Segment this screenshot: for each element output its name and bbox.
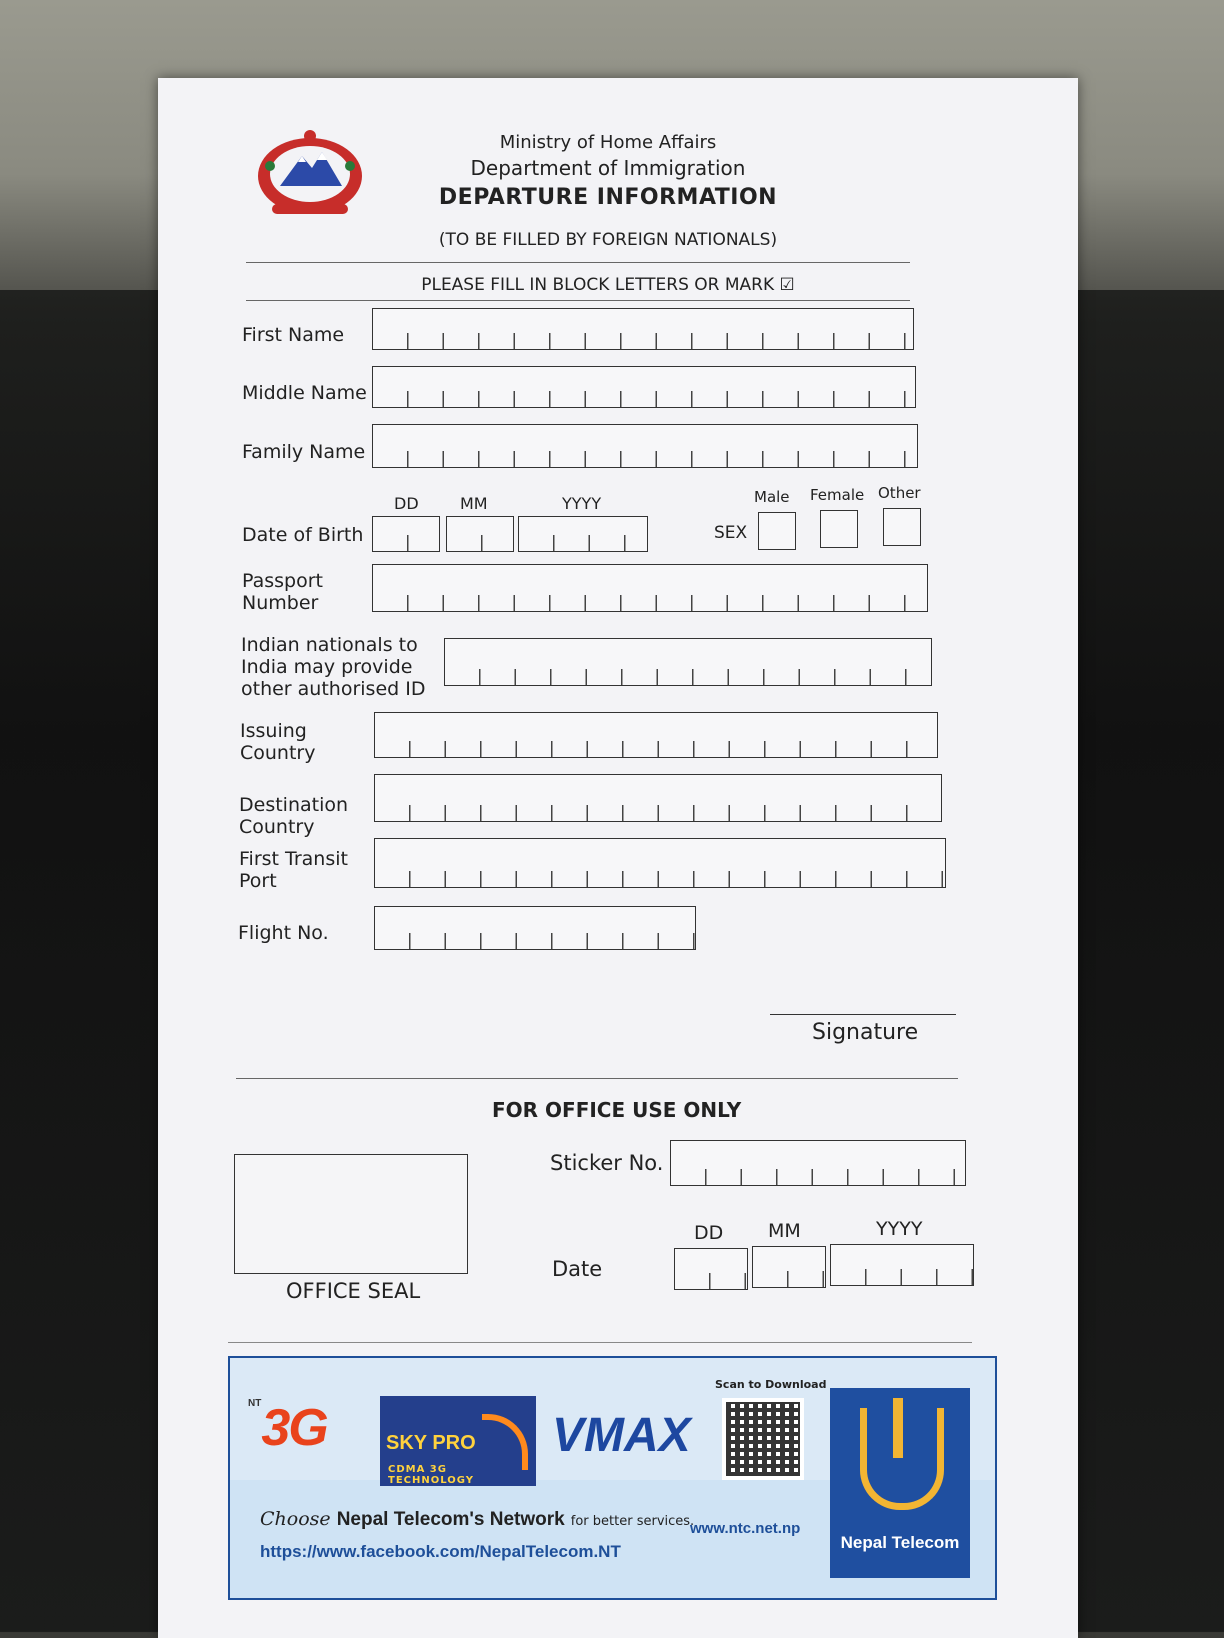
divider <box>236 1078 958 1079</box>
family-name-field[interactable] <box>372 424 918 468</box>
sticker-number-label: Sticker No. <box>550 1151 664 1175</box>
office-date-mm-label: MM <box>768 1220 801 1242</box>
destination-country-field[interactable] <box>374 774 942 822</box>
passport-label: Passport Number <box>242 570 323 614</box>
sex-label: SEX <box>714 523 748 543</box>
sex-female-checkbox[interactable] <box>820 510 858 548</box>
office-date-day-field[interactable] <box>674 1248 748 1290</box>
office-seal-label: OFFICE SEAL <box>286 1279 421 1303</box>
dob-mm-label: MM <box>460 494 488 513</box>
nepal-telecom-banner <box>228 1356 997 1600</box>
office-date-dd-label: DD <box>694 1222 724 1244</box>
signature-line[interactable] <box>770 1014 956 1015</box>
sex-female-label: Female <box>810 486 865 504</box>
family-name-label: Family Name <box>242 441 366 463</box>
nepal-telecom-brand-panel: Nepal Telecom <box>830 1388 970 1578</box>
first-transit-port-label: First Transit Port <box>239 848 348 892</box>
indian-id-field[interactable] <box>444 638 932 686</box>
destination-country-label: Destination Country <box>239 794 349 838</box>
office-date-month-field[interactable] <box>752 1246 826 1288</box>
office-seal-box <box>234 1154 468 1274</box>
dob-day-field[interactable] <box>372 516 440 552</box>
qr-code-icon <box>722 1398 804 1480</box>
office-date-yyyy-label: YYYY <box>876 1218 923 1240</box>
banner-facebook-url: https://www.facebook.com/NepalTelecom.NT <box>260 1542 621 1561</box>
flight-number-field[interactable] <box>374 906 696 950</box>
office-date-year-field[interactable] <box>830 1244 974 1286</box>
dob-dd-label: DD <box>394 494 419 513</box>
indian-id-label: Indian nationals to India may provide other authorised ID <box>241 634 426 700</box>
flight-number-label: Flight No. <box>238 922 329 944</box>
office-use-title: FOR OFFICE USE ONLY <box>492 1098 742 1122</box>
signature-label: Signature <box>812 1020 919 1045</box>
sticker-number-field[interactable] <box>670 1140 966 1186</box>
first-name-label: First Name <box>242 324 345 346</box>
department-name: Department of Immigration <box>470 156 746 180</box>
first-transit-port-field[interactable] <box>374 838 946 888</box>
dob-year-field[interactable] <box>518 516 648 552</box>
vmax-logo: VMAX <box>552 1409 691 1462</box>
middle-name-label: Middle Name <box>242 382 367 404</box>
departure-form <box>158 78 1078 1638</box>
office-date-label: Date <box>552 1257 603 1281</box>
first-name-field[interactable] <box>372 308 914 350</box>
sky-pro-logo: SKY PRO CDMA 3G TECHNOLOGY <box>380 1396 536 1486</box>
divider <box>246 300 910 301</box>
logo-3g: $^{NT}$3G <box>248 1398 327 1457</box>
banner-slogan: Choose Nepal Telecom's Network for better services. <box>260 1508 695 1530</box>
sex-other-checkbox[interactable] <box>883 508 921 546</box>
block-letters-instruction: PLEASE FILL IN BLOCK LETTERS OR MARK ☑ <box>421 275 795 295</box>
ministry-name: Ministry of Home Affairs <box>499 132 717 153</box>
date-of-birth-label: Date of Birth <box>242 524 364 546</box>
perforation-line <box>228 1342 972 1343</box>
banner-website: www.ntc.net.np <box>690 1520 801 1537</box>
middle-name-field[interactable] <box>372 366 916 408</box>
issuing-country-label: Issuing Country <box>240 720 316 764</box>
nepal-telecom-emblem-icon <box>860 1408 944 1510</box>
form-title: DEPARTURE INFORMATION <box>438 185 778 210</box>
issuing-country-field[interactable] <box>374 712 938 758</box>
sex-other-label: Other <box>878 484 921 502</box>
passport-number-field[interactable] <box>372 564 928 612</box>
form-subtitle: (TO BE FILLED BY FOREIGN NATIONALS) <box>438 230 778 250</box>
qr-caption: Scan to Download <box>715 1378 827 1391</box>
signal-icon <box>482 1414 528 1470</box>
dob-yyyy-label: YYYY <box>562 494 602 513</box>
sex-male-checkbox[interactable] <box>758 512 796 550</box>
dob-month-field[interactable] <box>446 516 514 552</box>
sex-male-label: Male <box>754 488 790 506</box>
divider <box>246 262 910 263</box>
